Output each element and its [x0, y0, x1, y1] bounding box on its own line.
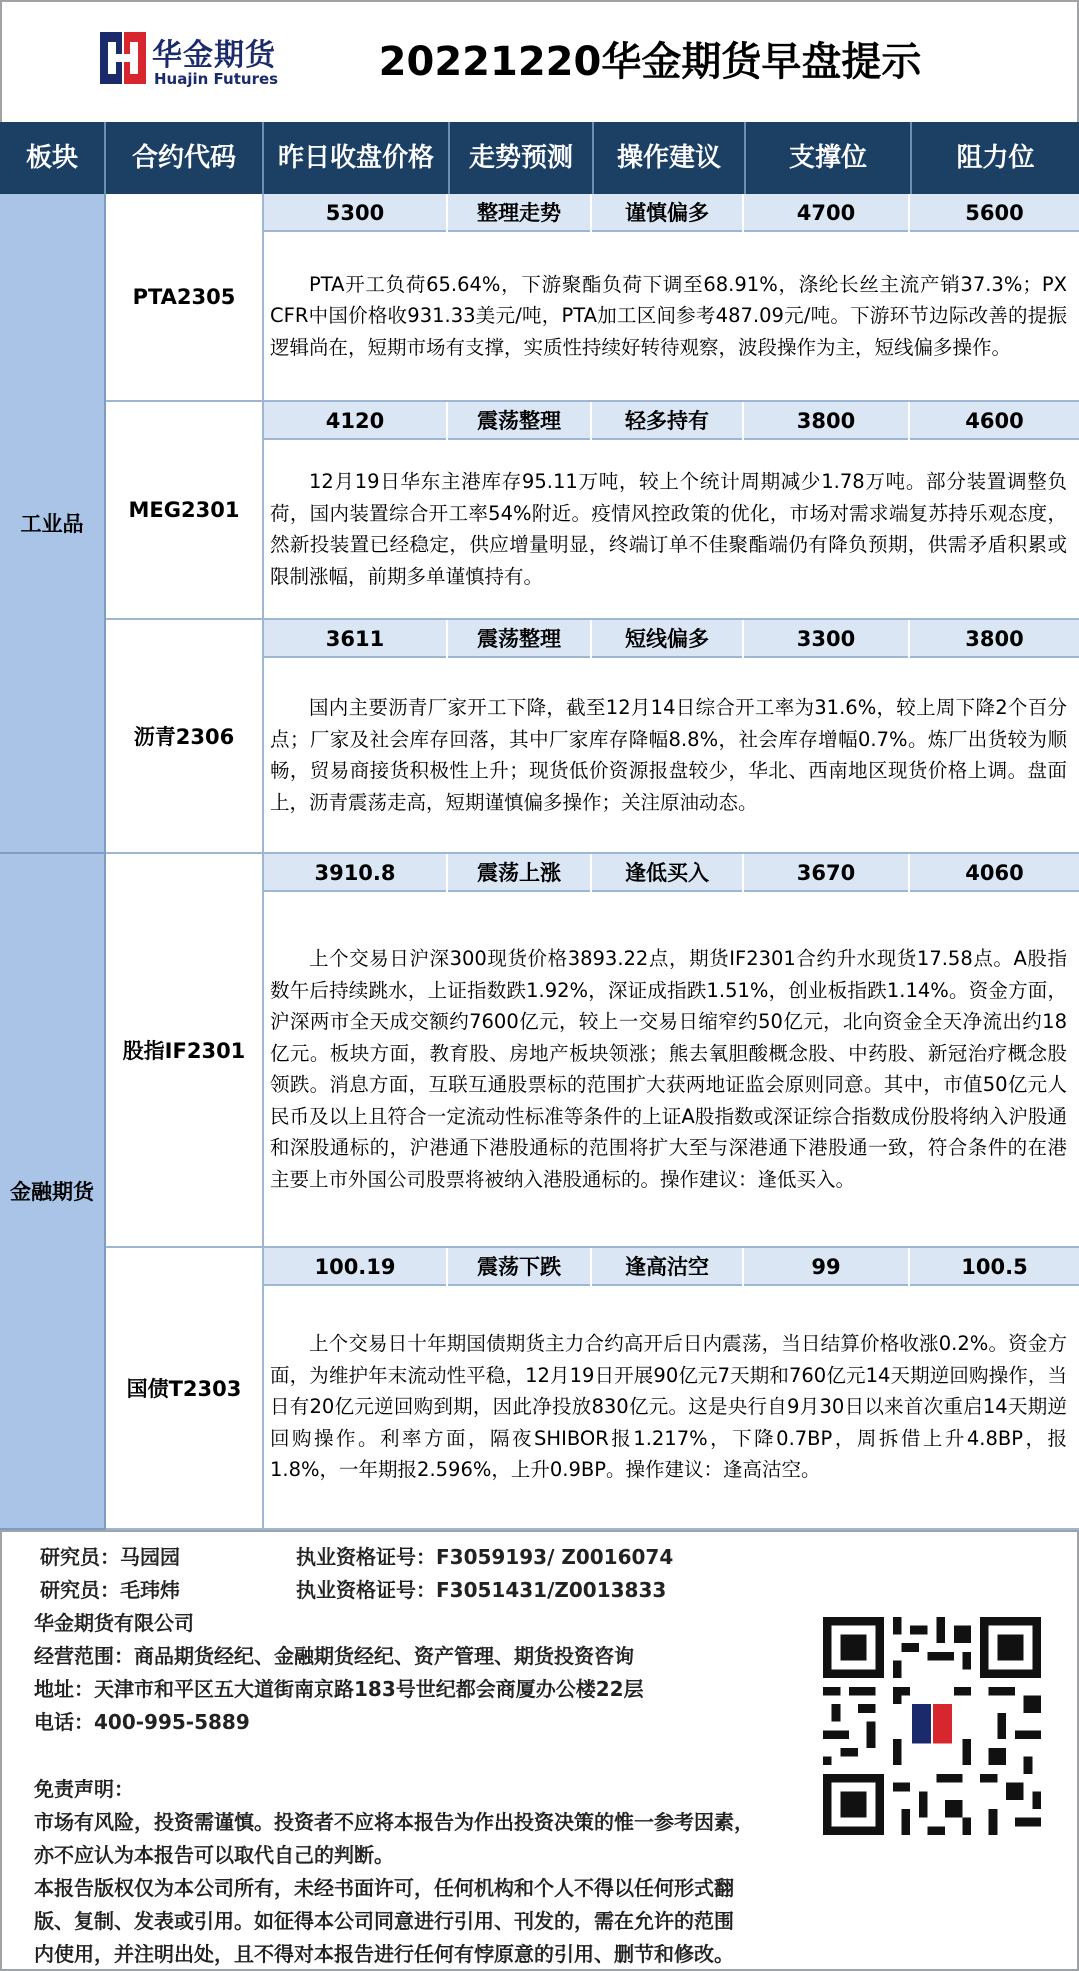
- disclaimer-line: 市场有风险，投资需谨慎。投资者不应将本报告为作出投资决策的惟一参考因素，: [34, 1810, 754, 1834]
- disclaimer-line: 本报告版权仅为本公司所有，未经书面许可，任何机构和个人不得以任何形式翻: [34, 1876, 734, 1900]
- trend-forecast: 整理走势: [448, 194, 592, 232]
- company-phone: 电话：400-995-5889: [34, 1710, 250, 1734]
- value-row-treasury-future: [264, 1248, 1079, 1286]
- business-scope: 经营范围：商品期货经纪、金融期货经纪、资产管理、期货投资咨询: [34, 1644, 634, 1668]
- value-row-asphalt: [264, 620, 1079, 658]
- cert-label: 执业资格证号：: [296, 1545, 436, 1569]
- col-header-sector: 板块: [0, 122, 106, 194]
- operation-advice: 谨慎偏多: [592, 194, 744, 232]
- col-header-resistance: 阻力位: [956, 143, 1035, 173]
- analysis-text-asphalt: 国内主要沥青厂家开工下降，截至12月14日综合开工率为31.6%，较上周下降2个百分点；厂家及社会库存回落，其中厂家库存降幅8.8%，社会库存增幅0.7%。炼厂出货较为顺畅，贸易商接货积极性上升；现货低价资源报盘较少，华北、西南地区现货价格上调。盘面上，沥青震荡走高，短期谨慎偏多操作；关注原油动态。: [264, 658, 1079, 854]
- trend-forecast: 震荡下跌: [448, 1248, 592, 1286]
- disclaimer-line: 内使用，并注明出处，且不得对本报告进行任何有悖原意的引用、删节和修改。: [34, 1942, 734, 1966]
- value-row-pta: [264, 194, 1079, 232]
- researcher-2-cert: [296, 1574, 666, 1603]
- company-name: 华金期货有限公司: [34, 1611, 194, 1635]
- support-level: 4700: [744, 194, 910, 232]
- report-header: [0, 0, 1079, 122]
- trend-forecast: 震荡上涨: [448, 854, 592, 892]
- contract-cell-pta: PTA2305: [106, 194, 264, 402]
- support-level: 3300: [744, 620, 910, 658]
- support-level: 99: [744, 1248, 910, 1286]
- col-header-advice: 操作建议: [594, 122, 746, 194]
- researcher-name: 毛玮炜: [120, 1578, 180, 1602]
- disclaimer-line: 版、复制、发表或引用。如征得本公司同意进行引用、刊发的，需在允许的范围: [34, 1909, 734, 1933]
- sector-cell-industrial: 工业品: [0, 194, 106, 854]
- close-price: 3611: [264, 620, 448, 658]
- analysis-text-pta: PTA开工负荷65.64%，下游聚酯负荷下调至68.91%，涤纶长丝主流产销37.3%；PX CFR中国价格收931.33美元/吨，PTA加工区间参考487.09元/吨。下游环节边际改善的提振逻辑尚在，短期市场有支撑，实质性持续好转待观察，波段操作为主，短线偏多操作。: [264, 232, 1079, 402]
- contract-cell-meg: MEG2301: [106, 402, 264, 620]
- close-price: 100.19: [264, 1248, 448, 1286]
- support-level: 3670: [744, 854, 910, 892]
- col-header-contract: 合约代码: [106, 122, 264, 194]
- trend-forecast: 震荡整理: [448, 402, 592, 440]
- analysis-text-meg: 12月19日华东主港库存95.11万吨，较上个统计周期减少1.78万吨。部分装置调整负荷，国内装置综合开工率54%附近。疫情风控政策的优化，市场对需求端复苏持乐观态度，然新投装置已经稳定，供应增量明显，终端订单不佳聚酯端仍有降负预期，供需矛盾积累或限制涨幅，前期多单谨慎持有。: [264, 440, 1079, 620]
- contract-cell-treasury-future: 国债T2303: [106, 1248, 264, 1530]
- operation-advice: 逢低买入: [592, 854, 744, 892]
- value-row-index-future: [264, 854, 1079, 892]
- close-price: 4120: [264, 402, 448, 440]
- disclaimer-line: 亦不应认为本报告可以取代自己的判断。: [34, 1843, 394, 1867]
- close-price: 3910.8: [264, 854, 448, 892]
- company-logo: [100, 30, 290, 90]
- close-price: 5300: [264, 194, 448, 232]
- page-title: 20221220华金期货早盘提示: [378, 39, 922, 85]
- operation-advice: 逢高沽空: [592, 1248, 744, 1286]
- huajin-logo-icon: [100, 32, 146, 84]
- logo-chinese-text: 华金期货: [152, 38, 276, 73]
- company-address: 地址：天津市和平区五大道街南京路183号世纪都会商厦办公楼22层: [34, 1677, 644, 1701]
- col-header-trend: 走势预测: [450, 122, 594, 194]
- resistance-level: 4600: [965, 409, 1024, 433]
- table-header-row: [0, 122, 1079, 194]
- resistance-level: 100.5: [961, 1255, 1028, 1279]
- researcher-label: 研究员：: [40, 1545, 120, 1569]
- analysis-text-treasury-future: 上个交易日十年期国债期货主力合约高开后日内震荡，当日结算价格收涨0.2%。资金方面，为维护年末流动性平稳，12月19日开展90亿元7天期和760亿元14天期逆回购操作，当日有20亿元逆回购到期，因此净投放830亿元。这是央行自9月30日以来首次重启14天期逆回购操作。利率方面，隔夜SHIBOR报1.217%，下降0.7BP，周拆借上升4.8BP，报1.8%，一年期报2.596%，上升0.9BP。操作建议：逢高沽空。: [264, 1286, 1079, 1530]
- support-level: 3800: [744, 402, 910, 440]
- researcher-1-cert: [296, 1541, 673, 1570]
- researcher-label: 研究员：: [40, 1578, 120, 1602]
- col-header-close: 昨日收盘价格: [264, 122, 450, 194]
- value-row-meg: [264, 402, 1079, 440]
- cert-label: 执业资格证号：: [296, 1578, 436, 1602]
- contract-cell-asphalt: 沥青2306: [106, 620, 264, 854]
- resistance-level: 5600: [965, 201, 1024, 225]
- col-header-support: 支撑位: [746, 122, 912, 194]
- sector-cell-financial: 金融期货: [0, 854, 106, 1530]
- disclaimer-title: 免责声明：: [34, 1777, 134, 1801]
- researcher-1: [40, 1541, 180, 1570]
- logo-english-text: Huajin Futures: [154, 70, 279, 88]
- researcher-2: [40, 1574, 180, 1603]
- qr-code-icon: [823, 1617, 1041, 1835]
- analysis-text-index-future: 上个交易日沪深300现货价格3893.22点，期货IF2301合约升水现货17.58点。A股指数午后持续跳水，上证指数跌1.92%，深证成指跌1.51%，创业板指跌1.14%。资金方面，沪深两市全天成交额约7600亿元，较上一交易日缩窄约50亿元，北向资金全天净流出约18亿元。板块方面，教育股、房地产板块领涨；熊去氧胆酸概念股、中药股、新冠治疗概念股领跌。消息方面，互联互通股票标的范围扩大获两地证监会原则同意。其中，市值50亿元人民币及以上且符合一定流动性标准等条件的上证A股指数或深证综合指数成份股将纳入沪股通和深股通标的，沪港通下港股通标的范围将扩大至与深港通下港股通一致，符合条件的在港主要上市外国公司股票将被纳入港股通标的。操作建议：逢低买入。: [264, 892, 1079, 1248]
- operation-advice: 短线偏多: [592, 620, 744, 658]
- cert-number: F3051431/Z0013833: [436, 1578, 667, 1602]
- resistance-level: 4060: [965, 861, 1024, 885]
- researcher-name: 马园园: [120, 1545, 180, 1569]
- contract-cell-index-future: 股指IF2301: [106, 854, 264, 1248]
- cert-number: F3059193/ Z0016074: [436, 1545, 674, 1569]
- operation-advice: 轻多持有: [592, 402, 744, 440]
- resistance-level: 3800: [965, 627, 1024, 651]
- trend-forecast: 震荡整理: [448, 620, 592, 658]
